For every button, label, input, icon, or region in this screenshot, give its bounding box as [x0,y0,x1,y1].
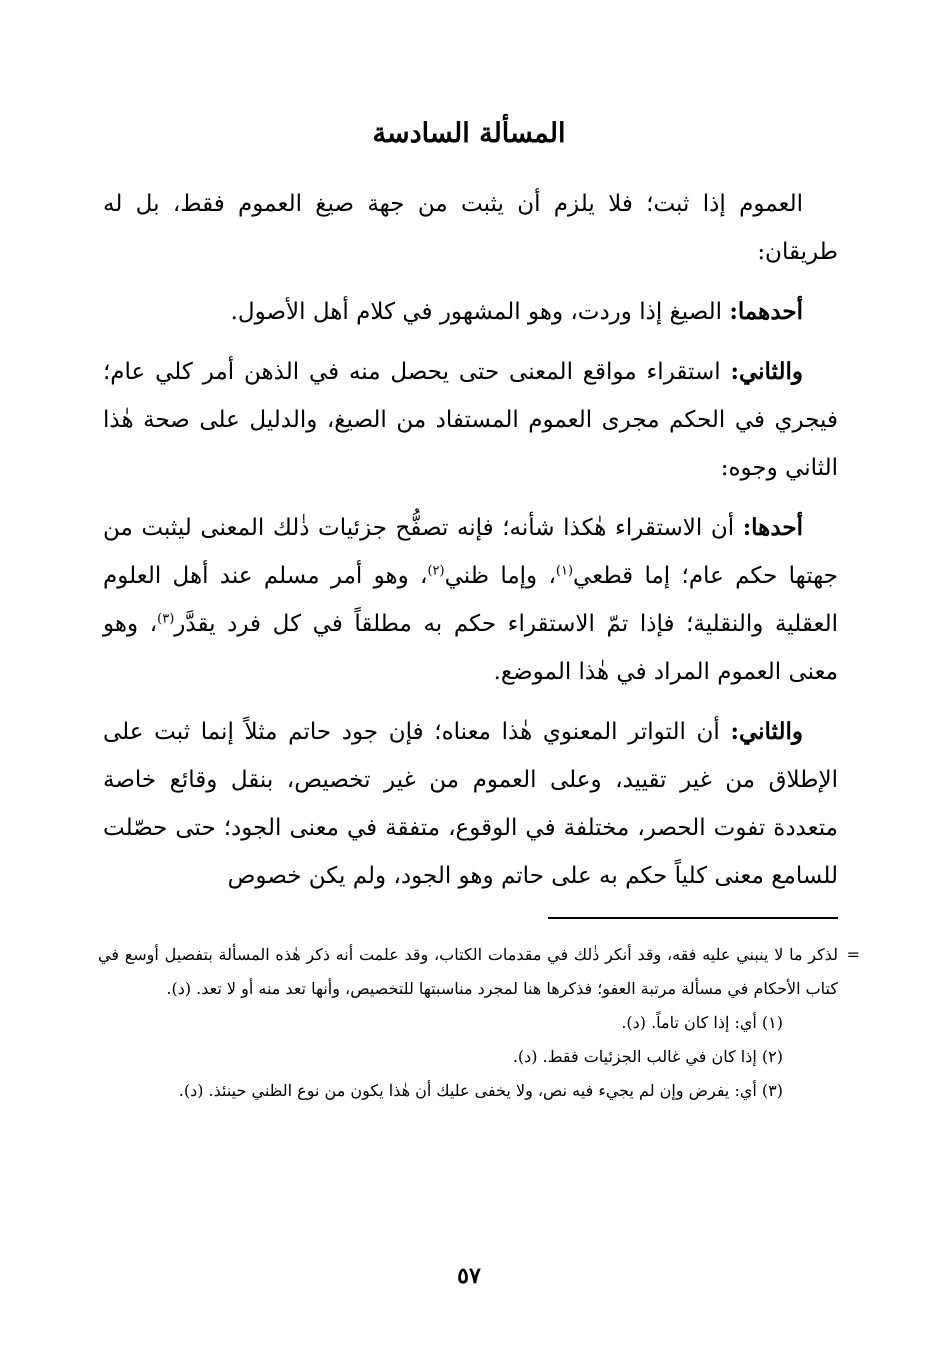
paragraph-text: العموم إذا ثبت؛ فلا يلزم أن يثبت من جهة صيغ العموم فقط، بل له طريقان: [103,191,838,265]
paragraph-text: أن التواتر المعنوي هٰذا معناه؛ فإن جود حاتم مثلاً إنما ثبت على الإطلاق من غير تقييد، وعلى العموم من غير تخصيص، بنقل وقائع خاصة متعددة تفوت الحصر، مختلفة في الوقوع، متفقة في معنى الجود؛ حتى حصّلت للسامع معنى كلياً حكم به على حاتم وهو الجود، ولم يكن خصوص [103,719,838,889]
paragraph-3 [103,348,838,492]
paragraph-lead: أحدهما: [729,298,803,325]
footnote-1: (١) أي: إذا كان تاماً. (د). [621,1013,783,1032]
footnote-2: (٢) إذا كان في غالب الجزئيات فقط. (د). [512,1047,783,1066]
footnotes [98,938,860,1108]
footnote-3: (٣) أي: يفرض وإن لم يجيء فيه نص، ولا يخفى عليك أن هٰذا يكون من نوع الظني حينئذ. (د). [178,1081,783,1100]
paragraph-4 [103,504,838,696]
paragraph-text: ، وهو معنى العموم المراد في هٰذا الموضع. [103,611,838,685]
paragraph-lead: والثاني: [730,358,803,385]
paragraph-text: ، وهو أمر مسلم عند أهل العلوم العقلية والنقلية؛ فإذا تمّ الاستقراء حكم به مطلقاً في كل فرد يقدَّر [103,563,838,637]
paragraph-text: ، وإما ظني [444,563,556,589]
paragraph-5 [103,708,838,900]
paragraph-text: استقراء مواقع المعنى حتى يحصل منه في الذهن أمر كلي عام؛ فيجري في الحكم مجرى العموم المستفاد من الصيغ، والدليل على صحة هٰذا الثاني وجوه: [103,359,838,481]
footnote-divider [548,917,838,919]
page-number: ٥٧ [457,1263,481,1289]
section-title: المسألة السادسة [372,118,566,149]
paragraph-1 [103,180,838,276]
footnote-text: لذكر ما لا ينبني عليه فقه، وقد أنكر ذٰلك في مقدمات الكتاب، وقد علمت أنه ذكر هٰذه المسألة بتفصيل أوسع في كتاب الأحكام في مسألة مرتبة العفو؛ فذكرها هنا لمجرد مناسبتها للتخصيص، وأنها تعد منه أو لا تعد. (د). [98,945,839,998]
paragraph-lead: والثاني: [730,718,803,745]
footnote-ref-1: (١) [555,563,574,579]
paragraph-2 [103,288,838,336]
paragraph-lead: أحدها: [742,514,803,541]
footnote-ref-3: (٣) [157,611,175,627]
footnote-continuation [98,938,860,1006]
paragraph-text: أن الاستقراء هٰكذا شأنه؛ فإنه تصفُّح جزئيات ذٰلك المعنى ليثبت من جهتها حكم عام؛ إما قطعي [103,515,839,589]
main-text [103,180,838,912]
continuation-mark: = [846,945,860,964]
footnote-ref-2: (٢) [427,563,445,579]
paragraph-text: الصيغ إذا وردت، وهو المشهور في كلام أهل الأصول. [230,299,730,325]
